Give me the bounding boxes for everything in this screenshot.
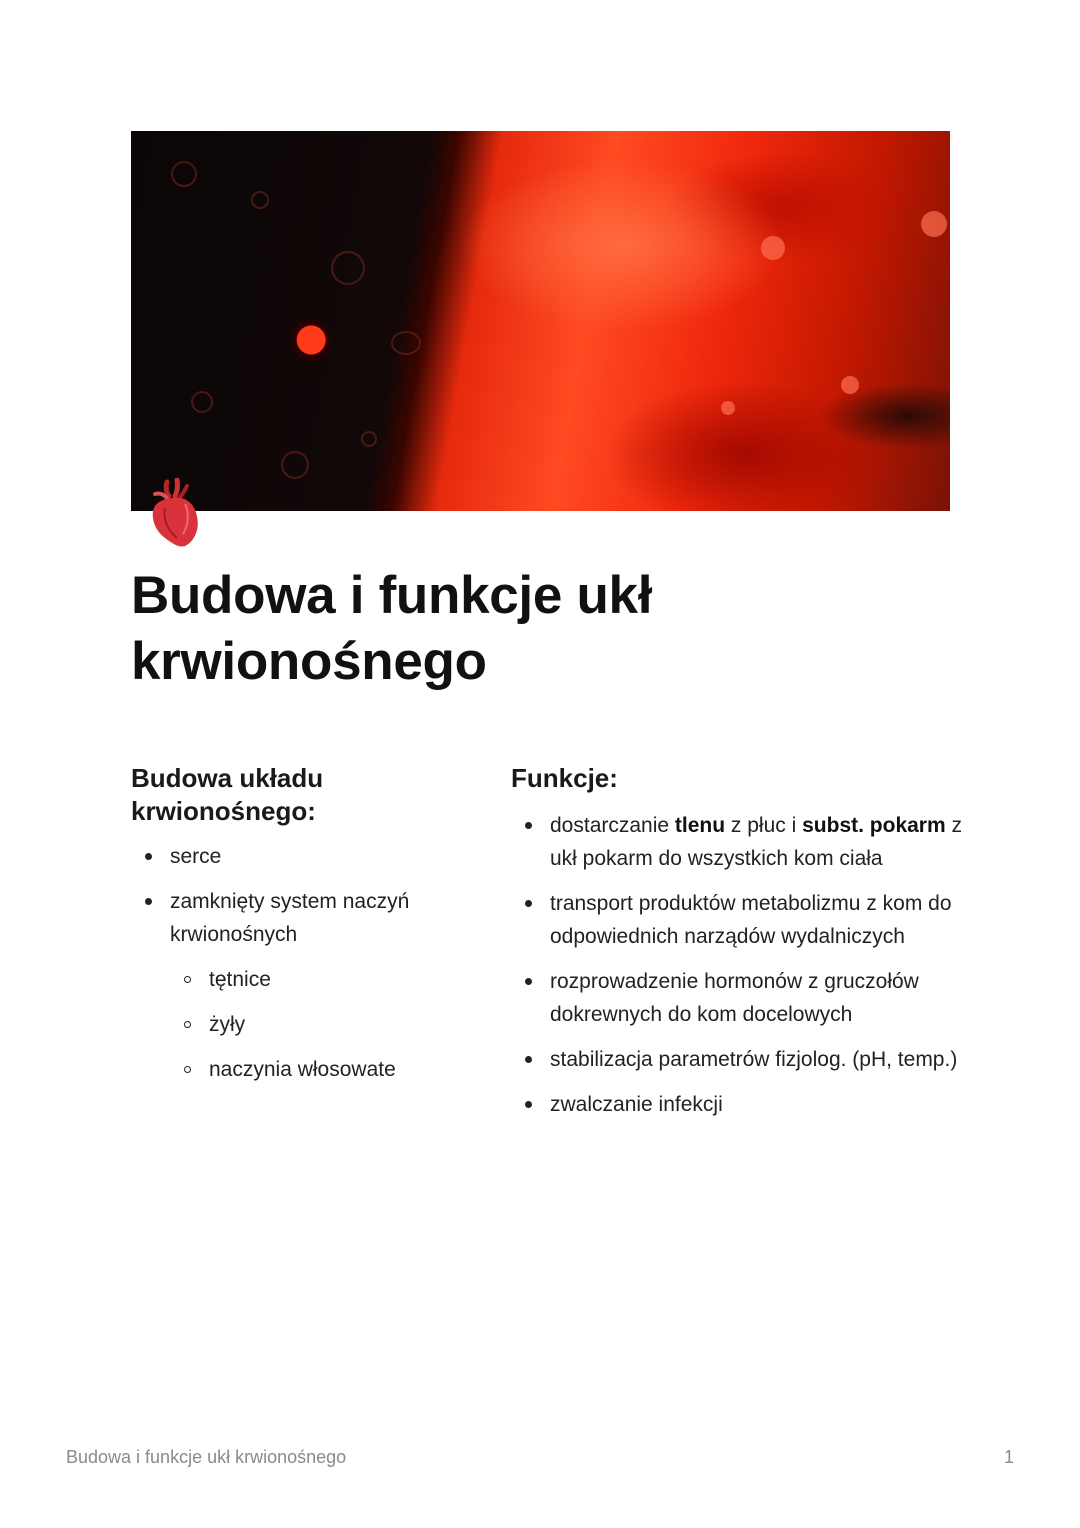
list-item: zwalczanie infekcji xyxy=(511,1088,971,1121)
bubble-shape xyxy=(171,161,197,187)
page-number: 1 xyxy=(1003,1447,1014,1467)
bubble-shape xyxy=(251,191,269,209)
sub-list-item: tętnice xyxy=(131,963,471,996)
glow-spot xyxy=(761,236,785,260)
text-segment: dostarczanie xyxy=(550,814,675,837)
list-item: transport produktów metabolizmu z kom do odpowiednich narządów wydalniczych xyxy=(511,887,971,953)
functions-heading: Funkcje: xyxy=(511,763,618,793)
functions-list xyxy=(511,809,971,1121)
glow-spot xyxy=(921,211,947,237)
bubble-shape xyxy=(331,251,365,285)
bold-text: tlenu xyxy=(674,814,726,837)
list-item: zamknięty system naczyń krwionośnych xyxy=(131,885,471,951)
text-segment: z ukł pokarm do wszystkich kom ciała xyxy=(550,814,962,870)
bubble-shape xyxy=(391,331,421,355)
sub-list-item: żyły xyxy=(131,1008,471,1041)
anatomical-heart-icon xyxy=(145,478,205,550)
title-line-1: Budowa i funkcje ukł xyxy=(131,566,653,625)
structure-list xyxy=(131,840,471,1086)
title-line-2: krwionośnego xyxy=(131,632,487,691)
sub-list-item: naczynia włosowate xyxy=(131,1053,471,1086)
structure-column xyxy=(131,762,471,1098)
structure-heading: Budowa układu krwionośnego: xyxy=(131,763,324,826)
footer-title: Budowa i funkcje ukł krwionośnego xyxy=(66,1447,347,1467)
page-title xyxy=(131,563,951,695)
list-item: serce xyxy=(131,840,471,873)
cover-image xyxy=(131,131,950,511)
bubble-shape xyxy=(191,391,213,413)
list-item: stabilizacja parametrów fizjolog. (pH, temp.) xyxy=(511,1043,971,1076)
text-segment: z płuc i xyxy=(725,814,803,837)
bubble-shape xyxy=(281,451,309,479)
functions-column xyxy=(511,762,971,1133)
bubble-shape xyxy=(361,431,377,447)
glow-spot xyxy=(841,376,859,394)
bold-text: subst. pokarm xyxy=(802,814,946,837)
glow-spot xyxy=(721,401,735,415)
list-item: rozprowadzenie hormonów z gruczołów dokrewnych do kom docelowych xyxy=(511,965,971,1031)
list-item xyxy=(511,809,971,875)
